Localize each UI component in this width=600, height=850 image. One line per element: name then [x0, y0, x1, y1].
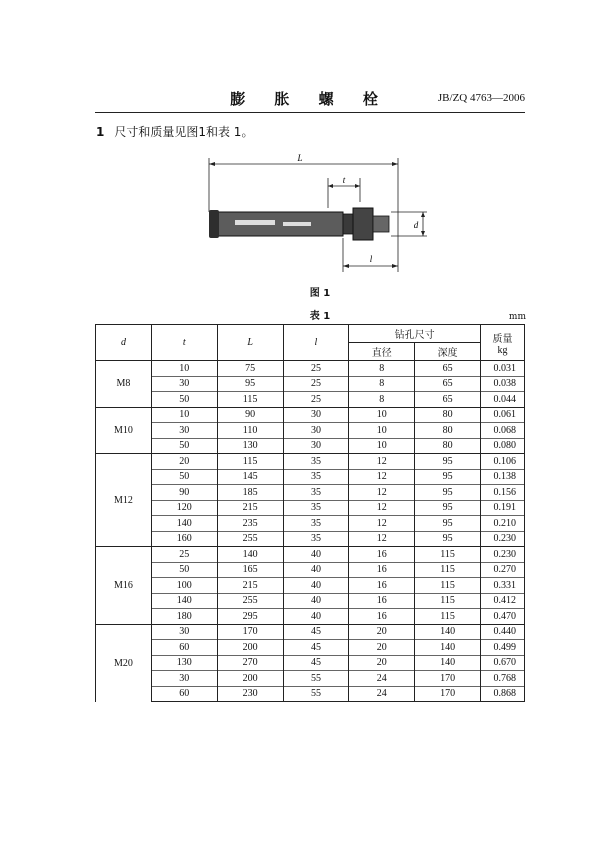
cell-L: 230 [217, 686, 283, 702]
arrow [392, 264, 398, 268]
header-L: L [217, 325, 283, 361]
cell-L: 255 [217, 531, 283, 547]
cell-mass: 0.156 [480, 485, 524, 501]
cell-diameter: 20 [349, 655, 415, 671]
cell-mass: 0.768 [480, 671, 524, 687]
table-unit: mm [508, 312, 526, 322]
cell-L: 270 [217, 655, 283, 671]
cell-depth: 65 [415, 376, 481, 392]
cell-l: 40 [283, 562, 349, 578]
expansion-bolt-drawing [195, 150, 445, 275]
arrow [421, 212, 425, 217]
cell-mass: 0.331 [480, 578, 524, 594]
label-d: d [413, 220, 419, 230]
table-row [96, 640, 525, 656]
cell-L: 215 [217, 578, 283, 594]
cell-depth: 115 [415, 547, 481, 563]
cell-depth: 170 [415, 686, 481, 702]
cell-depth: 170 [415, 671, 481, 687]
cell-l: 25 [283, 376, 349, 392]
cell-diameter: 10 [349, 407, 415, 423]
cell-diameter: 12 [349, 500, 415, 516]
page-header [95, 88, 525, 110]
cell-d: M16 [96, 547, 152, 625]
header-mass [480, 325, 524, 361]
cell-d: M12 [96, 454, 152, 547]
document-title: 膨 胀 螺 栓 [230, 90, 390, 108]
cell-t: 140 [151, 516, 217, 532]
cell-t: 50 [151, 562, 217, 578]
cell-l: 30 [283, 423, 349, 439]
cell-d: M8 [96, 361, 152, 408]
cell-L: 115 [217, 454, 283, 470]
header-l: l [283, 325, 349, 361]
cell-depth: 95 [415, 454, 481, 470]
cell-depth: 80 [415, 423, 481, 439]
cell-mass: 0.044 [480, 392, 524, 408]
cell-mass: 0.031 [480, 361, 524, 377]
cell-diameter: 12 [349, 516, 415, 532]
cell-L: 170 [217, 624, 283, 640]
cell-diameter: 10 [349, 438, 415, 454]
cell-t: 50 [151, 392, 217, 408]
cell-diameter: 16 [349, 593, 415, 609]
cell-mass: 0.230 [480, 531, 524, 547]
cell-depth: 140 [415, 624, 481, 640]
cell-l: 45 [283, 640, 349, 656]
table-row [96, 655, 525, 671]
cell-mass: 0.138 [480, 469, 524, 485]
cell-mass: 0.470 [480, 609, 524, 625]
cell-mass: 0.210 [480, 516, 524, 532]
cell-L: 90 [217, 407, 283, 423]
arrow [328, 184, 333, 188]
table-header-row [96, 325, 525, 343]
cell-l: 40 [283, 578, 349, 594]
intro-paragraph [96, 123, 253, 140]
table-row [96, 593, 525, 609]
cell-l: 35 [283, 500, 349, 516]
cell-t: 10 [151, 407, 217, 423]
cell-diameter: 12 [349, 469, 415, 485]
cell-d: M10 [96, 407, 152, 454]
cell-depth: 140 [415, 655, 481, 671]
cell-t: 25 [151, 547, 217, 563]
cell-mass: 0.440 [480, 624, 524, 640]
cell-t: 120 [151, 500, 217, 516]
cell-l: 55 [283, 686, 349, 702]
cell-mass: 0.068 [480, 423, 524, 439]
cell-mass: 0.230 [480, 547, 524, 563]
washer [343, 214, 353, 234]
cell-L: 235 [217, 516, 283, 532]
table-row [96, 469, 525, 485]
cell-depth: 80 [415, 407, 481, 423]
cell-l: 25 [283, 392, 349, 408]
cell-L: 295 [217, 609, 283, 625]
bolt-tip [209, 210, 219, 238]
arrow [355, 184, 360, 188]
cell-L: 130 [217, 438, 283, 454]
table-row [96, 376, 525, 392]
cell-diameter: 20 [349, 640, 415, 656]
cell-t: 50 [151, 438, 217, 454]
cell-mass: 0.270 [480, 562, 524, 578]
header-drill-size: 钻孔尺寸 [349, 325, 481, 343]
table-row [96, 500, 525, 516]
cell-t: 100 [151, 578, 217, 594]
cell-l: 25 [283, 361, 349, 377]
header-d: d [96, 325, 152, 361]
table-row [96, 423, 525, 439]
table-row [96, 547, 525, 563]
cell-depth: 115 [415, 609, 481, 625]
cell-t: 20 [151, 454, 217, 470]
cell-depth: 95 [415, 469, 481, 485]
cell-L: 110 [217, 423, 283, 439]
cell-mass: 0.412 [480, 593, 524, 609]
cell-mass: 0.191 [480, 500, 524, 516]
cell-diameter: 8 [349, 392, 415, 408]
table-row [96, 609, 525, 625]
cell-mass: 0.080 [480, 438, 524, 454]
table-row [96, 392, 525, 408]
cell-t: 50 [151, 469, 217, 485]
cell-l: 35 [283, 531, 349, 547]
cell-L: 95 [217, 376, 283, 392]
sleeve-body [213, 212, 343, 236]
cell-t: 90 [151, 485, 217, 501]
cell-depth: 95 [415, 500, 481, 516]
table-row [96, 686, 525, 702]
table-row [96, 485, 525, 501]
cell-diameter: 16 [349, 562, 415, 578]
cell-depth: 115 [415, 562, 481, 578]
intro-text: 尺寸和质量见图1和表 1。 [114, 125, 254, 139]
table-caption: 表 1 [309, 311, 331, 322]
table-row [96, 361, 525, 377]
table-row [96, 438, 525, 454]
cell-l: 45 [283, 624, 349, 640]
table-row [96, 578, 525, 594]
cell-l: 40 [283, 609, 349, 625]
header-rule [95, 112, 525, 113]
arrow [343, 264, 349, 268]
cell-l: 40 [283, 593, 349, 609]
table-row [96, 562, 525, 578]
cell-l: 35 [283, 516, 349, 532]
cell-L: 185 [217, 485, 283, 501]
label-t: t [342, 175, 346, 185]
cell-t: 180 [151, 609, 217, 625]
cell-L: 75 [217, 361, 283, 377]
header-mass-unit: kg [497, 344, 508, 356]
table-row [96, 531, 525, 547]
cell-l: 35 [283, 454, 349, 470]
cell-l: 55 [283, 671, 349, 687]
cell-L: 215 [217, 500, 283, 516]
table-row [96, 516, 525, 532]
thread-end [373, 216, 389, 232]
cell-d: M20 [96, 624, 152, 702]
cell-diameter: 8 [349, 361, 415, 377]
cell-depth: 115 [415, 593, 481, 609]
header-depth: 深度 [415, 343, 481, 361]
table-row [96, 671, 525, 687]
cell-t: 130 [151, 655, 217, 671]
cell-t: 60 [151, 686, 217, 702]
cell-depth: 95 [415, 531, 481, 547]
cell-t: 30 [151, 671, 217, 687]
label-L: L [297, 153, 303, 163]
cell-depth: 80 [415, 438, 481, 454]
figure-caption: 图 1 [309, 288, 331, 299]
cell-mass: 0.106 [480, 454, 524, 470]
cell-depth: 65 [415, 361, 481, 377]
cell-t: 160 [151, 531, 217, 547]
cell-diameter: 12 [349, 454, 415, 470]
arrow [421, 231, 425, 236]
standard-number: JB/ZQ 4763—2006 [437, 92, 525, 104]
cell-depth: 140 [415, 640, 481, 656]
label-l: l [369, 254, 373, 264]
dimensions-table [95, 324, 525, 702]
cell-mass: 0.868 [480, 686, 524, 702]
arrow [209, 162, 215, 166]
arrow [392, 162, 398, 166]
cell-l: 35 [283, 469, 349, 485]
cell-t: 30 [151, 376, 217, 392]
cell-mass: 0.038 [480, 376, 524, 392]
cell-diameter: 16 [349, 547, 415, 563]
cell-diameter: 12 [349, 485, 415, 501]
cell-diameter: 16 [349, 609, 415, 625]
cell-diameter: 12 [349, 531, 415, 547]
cell-depth: 95 [415, 485, 481, 501]
cell-t: 10 [151, 361, 217, 377]
header-t: t [151, 325, 217, 361]
cell-diameter: 8 [349, 376, 415, 392]
sleeve-slot [283, 222, 311, 226]
cell-t: 60 [151, 640, 217, 656]
cell-l: 30 [283, 407, 349, 423]
sleeve-slot [235, 220, 275, 225]
table-row [96, 454, 525, 470]
header-diameter: 直径 [349, 343, 415, 361]
cell-l: 35 [283, 485, 349, 501]
cell-diameter: 16 [349, 578, 415, 594]
table-body [96, 361, 525, 702]
cell-L: 165 [217, 562, 283, 578]
cell-mass: 0.499 [480, 640, 524, 656]
cell-diameter: 10 [349, 423, 415, 439]
cell-diameter: 24 [349, 686, 415, 702]
cell-diameter: 24 [349, 671, 415, 687]
cell-mass: 0.061 [480, 407, 524, 423]
cell-L: 255 [217, 593, 283, 609]
cell-l: 30 [283, 438, 349, 454]
table-row [96, 407, 525, 423]
cell-l: 45 [283, 655, 349, 671]
cell-diameter: 20 [349, 624, 415, 640]
cell-L: 200 [217, 671, 283, 687]
cell-L: 140 [217, 547, 283, 563]
cell-L: 145 [217, 469, 283, 485]
cell-L: 115 [217, 392, 283, 408]
cell-t: 140 [151, 593, 217, 609]
cell-depth: 95 [415, 516, 481, 532]
header-mass-label: 质量 [492, 333, 513, 345]
section-number: 1 [96, 125, 105, 139]
cell-t: 30 [151, 423, 217, 439]
cell-mass: 0.670 [480, 655, 524, 671]
cell-depth: 65 [415, 392, 481, 408]
cell-depth: 115 [415, 578, 481, 594]
cell-l: 40 [283, 547, 349, 563]
hex-nut [353, 208, 373, 240]
cell-L: 200 [217, 640, 283, 656]
cell-t: 30 [151, 624, 217, 640]
table-row [96, 624, 525, 640]
